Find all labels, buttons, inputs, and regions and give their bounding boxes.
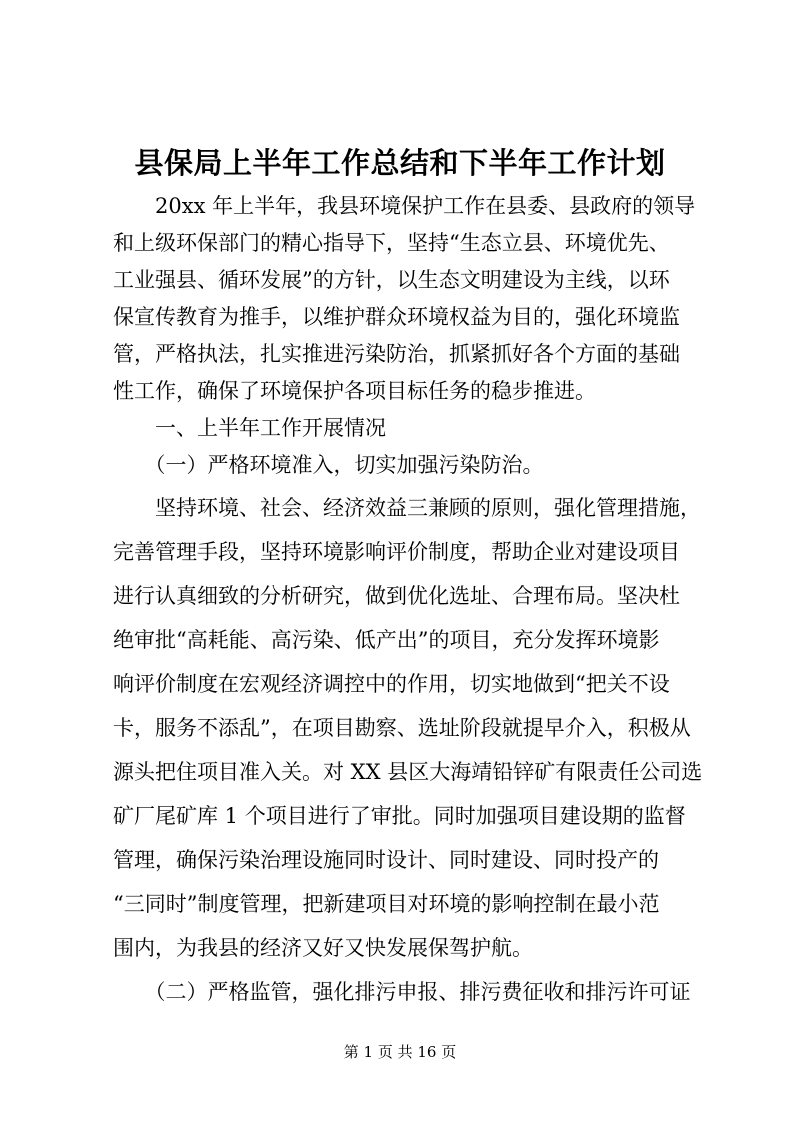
paragraph-line: 管，严格执法，扎实推进污染防治，抓紧抓好各个方面的基础: [113, 342, 680, 366]
paragraph-line: 绝审批“高耗能、高污染、低产出”的项目，充分发挥环境影: [113, 628, 660, 652]
paragraph-line: 完善管理手段，坚持环境影响评价制度，帮助企业对建设项目: [113, 540, 680, 564]
document-title: 县保局上半年工作总结和下半年工作计划: [134, 146, 666, 180]
section-heading: 一、上半年工作开展情况: [113, 416, 386, 440]
paragraph-line: 保宣传教育为推手，以维护群众环境权益为目的，强化环境监: [113, 305, 680, 329]
paragraph-line: 坚持环境、社会、经济效益三兼顾的原则，强化管理措施，: [113, 496, 701, 520]
paragraph-line: 20xx 年上半年，我县环境保护工作在县委、县政府的领导: [113, 194, 696, 218]
page-number-footer: 第 1 页 共 16 页: [343, 1043, 457, 1061]
paragraph-line: 响评价制度在宏观经济调控中的作用，切实地做到“把关不设: [113, 672, 670, 696]
paragraph-line: 卡，服务不添乱”，在项目勘察、选址阶段就提早介入，积极从: [113, 716, 691, 740]
paragraph-line: 矿厂尾矿库 1 个项目进行了审批。同时加强项目建设期的监督: [113, 804, 686, 828]
paragraph-line: 和上级环保部门的精心指导下，坚持“生态立县、环境优先、: [113, 231, 670, 255]
paragraph-line: 围内，为我县的经济又好又快发展保驾护航。: [113, 936, 533, 960]
subsection-heading: （一）严格环境准入，切实加强污染防治。: [113, 453, 544, 477]
paragraph-line: 工业强县、循环发展”的方针，以生态文明建设为主线，以环: [113, 268, 670, 292]
paragraph-line: 管理，确保污染治理设施同时设计、同时建设、同时投产的: [113, 848, 659, 872]
paragraph-line: 性工作，确保了环境保护各项目标任务的稳步推进。: [113, 379, 596, 403]
subsection-heading: （二）严格监管，强化排污申报、排污费征收和排污许可证: [113, 980, 691, 1004]
paragraph-line: 源头把住项目准入关。对 XX 县区大海靖铅锌矿有限责任公司选: [113, 760, 703, 784]
paragraph-line: 进行认真细致的分析研究，做到优化选址、合理布局。坚决杜: [113, 584, 680, 608]
paragraph-line: “三同时”制度管理，把新建项目对环境的影响控制在最小范: [113, 892, 660, 916]
